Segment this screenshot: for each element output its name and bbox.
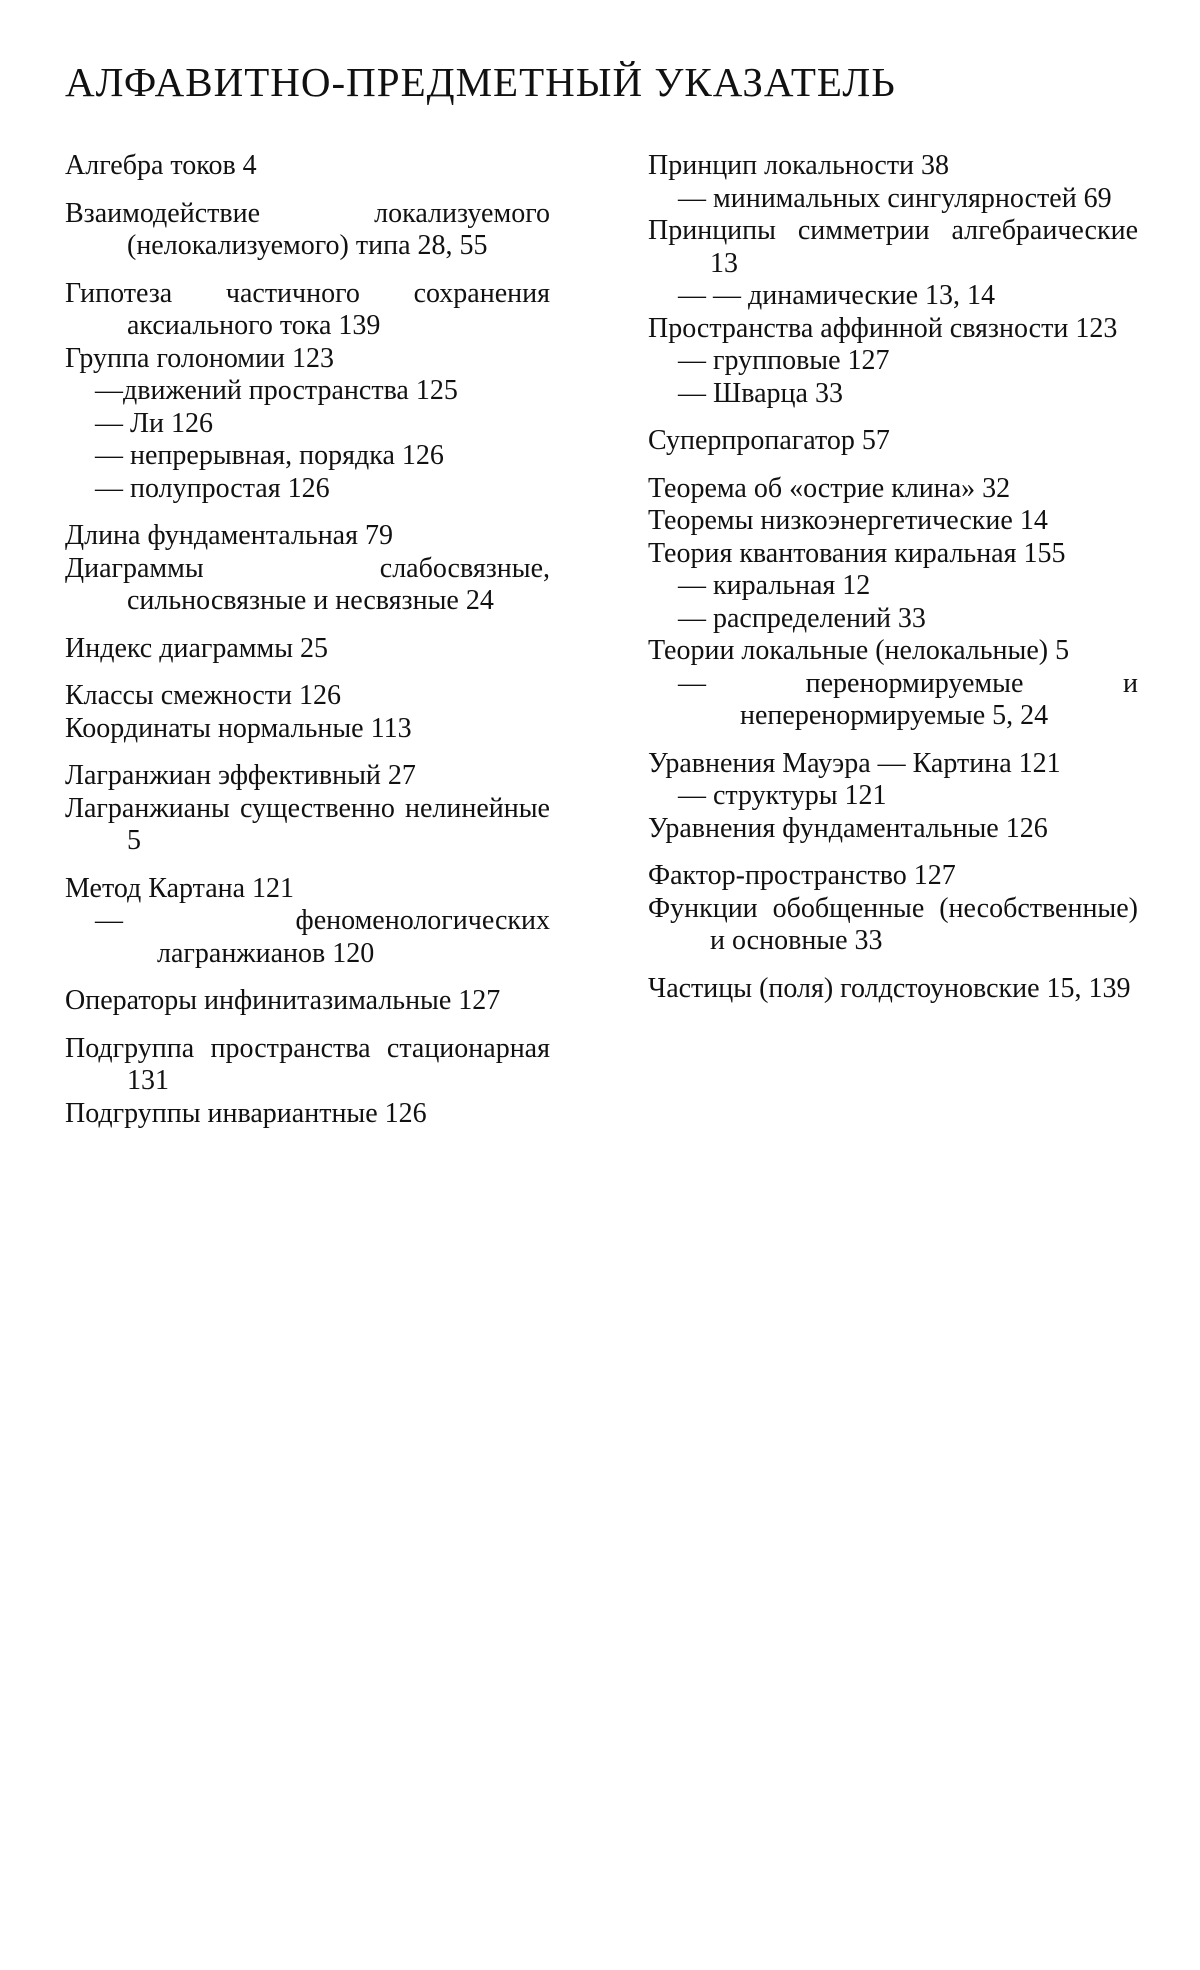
index-subentry: — полупростая 126 [95,472,330,504]
index-entry: Длина фундаментальная 79 [65,520,393,551]
index-entry: Теоремы низкоэнергетические 14 [648,505,1048,536]
index-subentry: — феноменологических лагранжианов 120 [95,905,550,969]
index-entry: Лагранжиан эффективный 27 [65,760,416,791]
index-entry: Классы смежности 126 [65,680,341,711]
index-entry: Лагранжианы существенно нелинейные 5 [65,792,550,856]
index-subentry: — киральная 12 [678,570,871,601]
index-subentry: — минимальных сингулярностей 69 [678,182,1112,214]
index-entry: Фактор-пространство 127 [648,860,956,891]
index-entry: Принципы симметрии алгебраические 13 [648,215,1138,279]
index-entry: Метод Картана 121 [65,872,295,904]
index-entry: Подгруппы инвариантные 126 [65,1097,427,1129]
index-entry: Диаграммы слабосвязные, сильносвязные и несвязные 24 [65,552,550,616]
index-entry: Координаты нормальные 113 [65,712,412,744]
index-entry: Алгебра токов 4 [65,150,257,181]
index-entry: Уравнения фундаментальные 126 [648,812,1048,844]
index-entry: Теория квантования киральная 155 [648,537,1066,569]
index-entry: Пространства аффинной связности 123 [648,312,1118,344]
index-subentry: — перенормируемые и неперенормируемые 5, 24 [678,667,1138,731]
index-subentry: —движений пространства 125 [95,375,458,406]
index-entry: Индекс диаграммы 25 [65,632,329,664]
index-entry: Операторы инфинитазимальные 127 [65,985,501,1016]
index-entry: Уравнения Мауэра — Картина 121 [648,747,1061,779]
index-entry: Подгруппа пространства стационарная 131 [65,1032,550,1096]
page-title: АЛФАВИТНО-ПРЕДМЕТНЫЙ УКАЗАТЕЛЬ [65,59,896,105]
index-entry: Суперпропагатор 57 [648,425,890,456]
index-entry: Теорема об «острие клина» 32 [648,472,1011,504]
index-subentry: — непрерывная, порядка 126 [95,440,444,471]
index-entry: Принцип локальности 38 [648,150,950,181]
index-subentry: — — динамические 13, 14 [678,280,995,311]
index-subentry: — групповые 127 [678,345,890,376]
index-entry: Группа голономии 123 [65,342,334,374]
index-subentry: — Шварца 33 [678,377,843,409]
index-entry: Взаимодействие локализуемого (нелокализуемого) типа 28, 55 [65,197,550,261]
index-subentry: — структуры 121 [678,780,887,811]
index-entry: Теории локальные (нелокальные) 5 [648,635,1070,666]
index-subentry: — распределений 33 [678,602,926,634]
index-entry: Функции обобщенные (несобственные) и основные 33 [648,892,1138,956]
index-entry: Частицы (поля) голдстоуновские 15, 139 [648,972,1131,1004]
index-subentry: — Ли 126 [95,407,213,439]
index-column-right [648,150,1138,1005]
index-column-left [65,150,550,1130]
index-entry: Гипотеза частичного сохранения аксиального тока 139 [65,277,550,341]
